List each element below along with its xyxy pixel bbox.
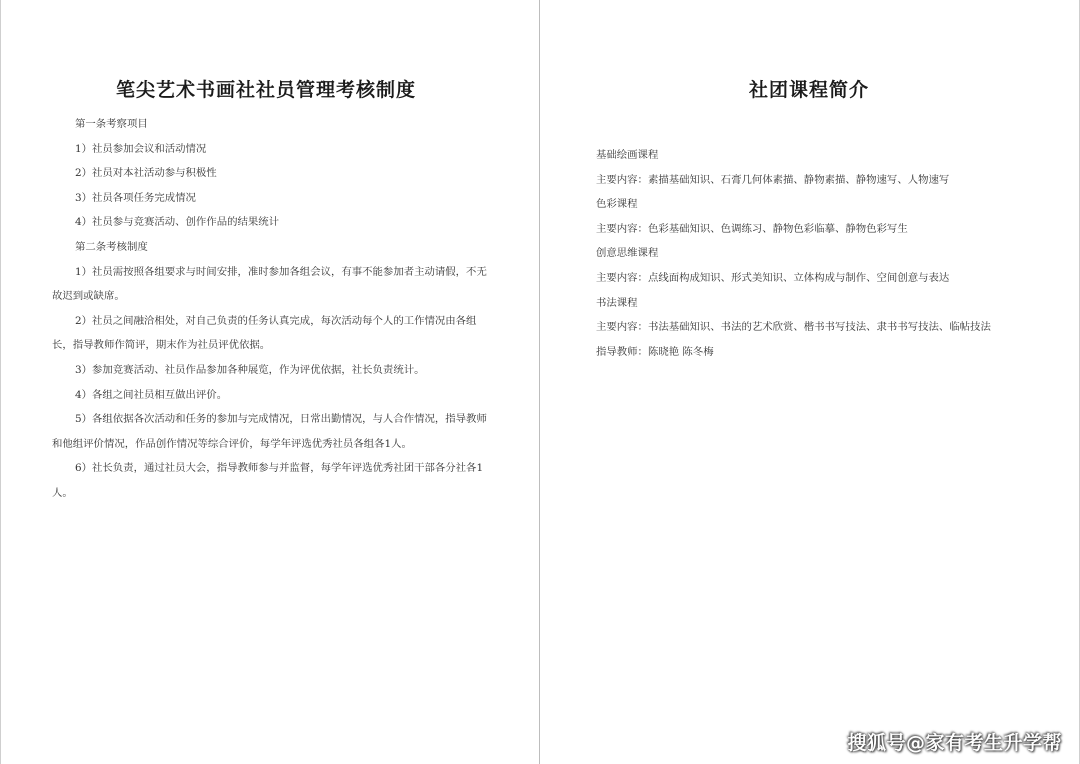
course-content: 主要内容：书法基础知识、书法的艺术欣赏、楷书书写技法、隶书书写技法、临帖技法 <box>596 321 991 334</box>
left-page-body <box>52 112 492 506</box>
paragraph: 2）社员对本社活动参与积极性 <box>75 167 217 180</box>
course-content: 主要内容：色彩基础知识、色调练习、静物色彩临摹、静物色彩写生 <box>596 222 908 235</box>
course-content: 主要内容：点线面构成知识、形式美知识、立体构成与制作、空间创意与表达 <box>596 271 950 284</box>
right-page-title: 社团课程简介 <box>749 79 870 101</box>
course-heading: 基础绘画课程 <box>596 149 659 161</box>
course-content: 主要内容：素描基础知识、石膏几何体素描、静物素描、静物速写、人物速写 <box>596 173 950 186</box>
paragraph: 4）各组之间社员相互做出评价。 <box>75 388 228 401</box>
paragraph: 1）社员需按照各组要求与时间安排，准时参加各组会议，有事不能参加者主动请假，不无故迟到或缺席。 <box>52 265 487 303</box>
instructors-line: 指导教师：陈晓艳 陈冬梅 <box>596 345 714 358</box>
right-page <box>541 0 1080 764</box>
course-heading: 书法课程 <box>596 296 638 309</box>
paragraph: 3）参加竞赛活动、社员作品参加各种展览，作为评优依据，社长负责统计。 <box>75 363 425 376</box>
paragraph: 1）社员参加会议和活动情况 <box>75 142 207 155</box>
paragraph: 5）各组依据各次活动和任务的参加与完成情况，日常出勤情况，与人合作情况，指导教师和他组评价情况，作品创作情况等综合评价，每学年评选优秀社员各组各1人。 <box>52 413 487 450</box>
paragraph: 3）社员各项任务完成情况 <box>75 191 196 204</box>
paragraph: 4）社员参与竞赛活动、创作作品的结果统计 <box>75 216 280 229</box>
course-heading: 色彩课程 <box>596 198 638 211</box>
left-page-title: 笔尖艺术书画社社员管理考核制度 <box>116 79 417 101</box>
paragraph: 6）社长负责，通过社员大会，指导教师参与并监督，每学年评选优秀社团干部各分社各1人。 <box>52 462 484 499</box>
paragraph: 第二条考核制度 <box>75 240 148 253</box>
watermark: 搜狐号@家有考生升学帮 <box>847 732 1062 754</box>
right-page-body <box>596 143 1056 364</box>
paragraph: 第一条考察项目 <box>75 118 148 130</box>
course-heading: 创意思维课程 <box>596 247 659 260</box>
paragraph: 2）社员之间融洽相处，对自己负责的任务认真完成，每次活动每个人的工作情况由各组长，指导教师作简评，期末作为社员评优依据。 <box>52 314 477 352</box>
